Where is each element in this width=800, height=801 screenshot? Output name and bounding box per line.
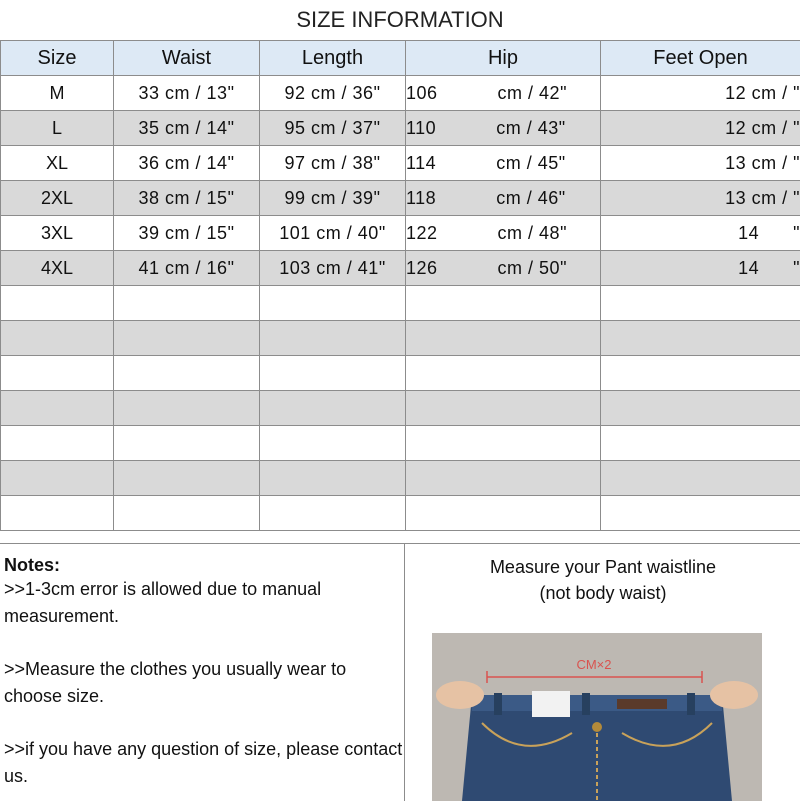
empty-cell	[406, 391, 601, 426]
notes-heading: Notes:	[4, 554, 404, 576]
feet-cm: 14	[738, 223, 759, 243]
waist-cell: 35 cm / 14"	[114, 111, 260, 146]
empty-cell	[601, 426, 800, 461]
hip-cm: 126	[406, 258, 438, 278]
table-row	[1, 76, 800, 111]
header-length: Length	[260, 41, 406, 76]
empty-cell	[601, 496, 800, 531]
measure-label: CM×2	[576, 657, 611, 672]
empty-cell	[260, 391, 406, 426]
hip-cell	[406, 76, 601, 111]
empty-cell	[406, 286, 601, 321]
waist-cell: 41 cm / 16"	[114, 251, 260, 286]
empty-cell	[406, 321, 601, 356]
empty-row	[1, 356, 800, 391]
length-cell: 97 cm / 38"	[260, 146, 406, 181]
note-item: >>Measure the clothes you usually wear to choose size.	[4, 656, 404, 710]
feet-cell	[601, 181, 800, 216]
feet-cell	[601, 111, 800, 146]
feet-cell	[601, 146, 800, 181]
empty-cell	[260, 356, 406, 391]
feet-rest: "	[793, 223, 800, 243]
feet-rest: "	[793, 258, 800, 278]
hip-cell	[406, 216, 601, 251]
empty-cell	[114, 391, 260, 426]
measure-caption	[406, 554, 800, 606]
hip-rest: cm / 48"	[498, 223, 567, 243]
page-title: SIZE INFORMATION	[0, 0, 800, 40]
empty-cell	[260, 496, 406, 531]
info-section	[0, 543, 800, 800]
feet-rest: cm / "	[752, 83, 800, 103]
hip-cm: 114	[406, 153, 436, 173]
empty-cell	[601, 321, 800, 356]
header-feet-open: Feet Open	[601, 41, 800, 76]
empty-cell	[260, 286, 406, 321]
empty-row	[1, 461, 800, 496]
hip-cm: 118	[406, 188, 436, 208]
empty-cell	[114, 321, 260, 356]
waist-cell: 36 cm / 14"	[114, 146, 260, 181]
empty-cell	[406, 356, 601, 391]
length-cell: 101 cm / 40"	[260, 216, 406, 251]
table-row	[1, 146, 800, 181]
table-row	[1, 251, 800, 286]
waistline-photo	[432, 633, 762, 801]
feet-rest: cm / "	[752, 118, 800, 138]
empty-cell	[1, 356, 114, 391]
empty-row	[1, 321, 800, 356]
empty-row	[1, 391, 800, 426]
measure-caption-line2: (not body waist)	[406, 580, 800, 606]
feet-rest: cm / "	[752, 153, 800, 173]
hip-cell	[406, 111, 601, 146]
hip-cell	[406, 181, 601, 216]
size-cell: M	[1, 76, 114, 111]
feet-cell	[601, 76, 800, 111]
hip-cell	[406, 251, 601, 286]
hip-rest: cm / 46"	[496, 188, 565, 208]
empty-cell	[406, 496, 601, 531]
size-table	[0, 40, 800, 531]
hip-rest: cm / 43"	[496, 118, 565, 138]
empty-cell	[1, 391, 114, 426]
table-row	[1, 111, 800, 146]
empty-cell	[601, 391, 800, 426]
empty-cell	[114, 461, 260, 496]
length-cell: 99 cm / 39"	[260, 181, 406, 216]
empty-cell	[1, 426, 114, 461]
length-cell: 92 cm / 36"	[260, 76, 406, 111]
hip-rest: cm / 42"	[498, 83, 567, 103]
feet-cell	[601, 216, 800, 251]
empty-cell	[260, 426, 406, 461]
hip-rest: cm / 45"	[496, 153, 565, 173]
measure-panel	[406, 544, 800, 801]
empty-row	[1, 496, 800, 531]
empty-cell	[1, 496, 114, 531]
empty-cell	[114, 286, 260, 321]
feet-cell	[601, 251, 800, 286]
empty-cell	[406, 461, 601, 496]
feet-cm: 13	[725, 153, 746, 173]
empty-cell	[601, 461, 800, 496]
length-cell: 103 cm / 41"	[260, 251, 406, 286]
empty-cell	[406, 426, 601, 461]
hip-cm: 106	[406, 83, 438, 103]
empty-row	[1, 426, 800, 461]
hip-rest: cm / 50"	[498, 258, 567, 278]
hip-cell	[406, 146, 601, 181]
feet-cm: 12	[725, 83, 746, 103]
table-row	[1, 181, 800, 216]
empty-cell	[1, 321, 114, 356]
size-cell: 2XL	[1, 181, 114, 216]
waist-cell: 38 cm / 15"	[114, 181, 260, 216]
size-cell: 4XL	[1, 251, 114, 286]
header-waist: Waist	[114, 41, 260, 76]
header-size: Size	[1, 41, 114, 76]
notes-panel	[0, 544, 405, 801]
feet-cm: 13	[725, 188, 746, 208]
feet-cm: 14	[738, 258, 759, 278]
empty-cell	[260, 461, 406, 496]
hip-cm: 122	[406, 223, 438, 243]
size-cell: L	[1, 111, 114, 146]
empty-row	[1, 286, 800, 321]
empty-cell	[1, 286, 114, 321]
size-cell: 3XL	[1, 216, 114, 251]
empty-cell	[601, 286, 800, 321]
feet-rest: cm / "	[752, 188, 800, 208]
length-cell: 95 cm / 37"	[260, 111, 406, 146]
size-cell: XL	[1, 146, 114, 181]
table-row	[1, 216, 800, 251]
feet-cm: 12	[725, 118, 746, 138]
empty-cell	[260, 321, 406, 356]
measure-caption-line1: Measure your Pant waistline	[406, 554, 800, 580]
empty-cell	[114, 356, 260, 391]
table-header-row	[1, 41, 800, 76]
note-item: >>1-3cm error is allowed due to manual measurement.	[4, 576, 404, 630]
note-item: >>if you have any question of size, please contact us.	[4, 736, 404, 790]
empty-cell	[601, 356, 800, 391]
jeans-measure-illustration	[432, 633, 762, 801]
waist-cell: 39 cm / 15"	[114, 216, 260, 251]
header-hip: Hip	[406, 41, 601, 76]
waist-cell: 33 cm / 13"	[114, 76, 260, 111]
empty-cell	[114, 496, 260, 531]
hip-cm: 110	[406, 118, 436, 138]
empty-cell	[1, 461, 114, 496]
empty-cell	[114, 426, 260, 461]
